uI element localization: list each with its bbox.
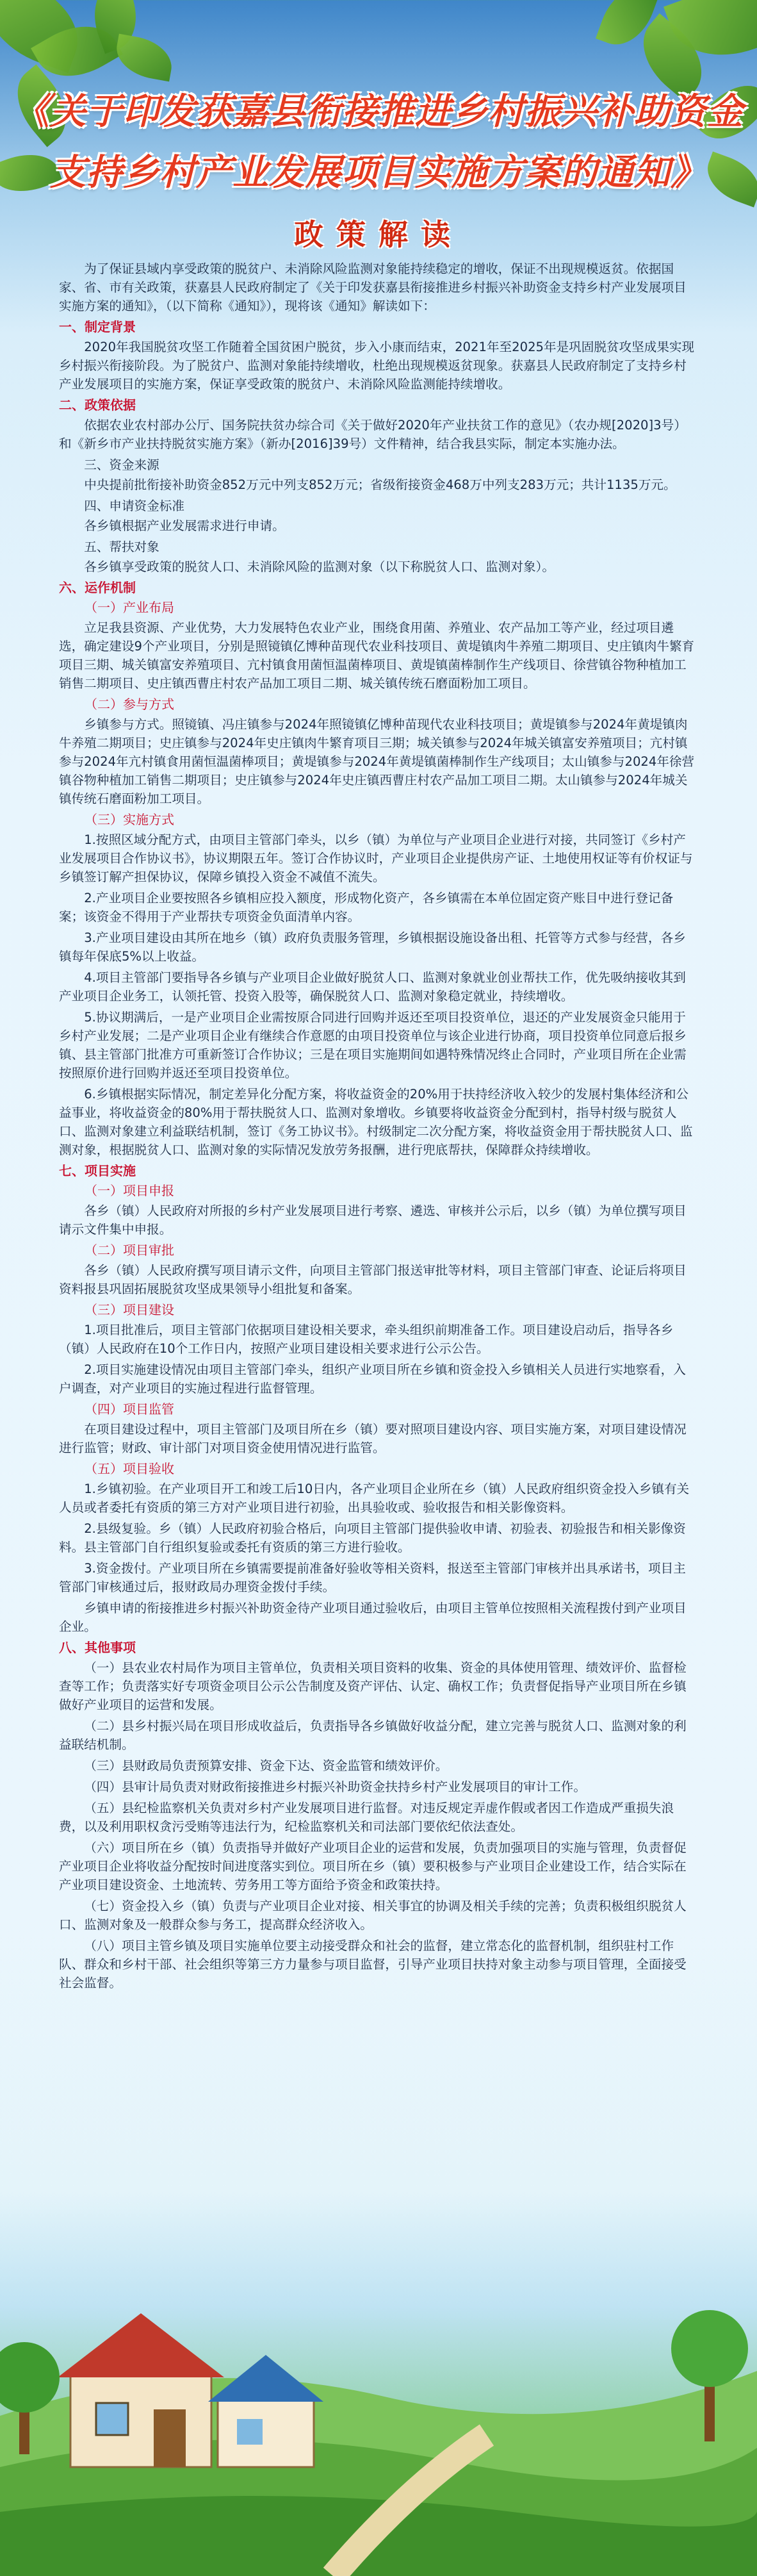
paragraph-acceptance-4: 乡镇申请的衔接推进乡村振兴补助资金待产业项目通过验收后，由项目主管单位按照相关流程拨付到产业项目企业。 bbox=[59, 1601, 687, 1634]
subheading-acceptance: （五）项目验收 bbox=[85, 1461, 174, 1476]
house-icon bbox=[208, 2355, 323, 2467]
paragraph-impl-4: 4.项目主管部门要指导各乡镇与产业项目企业做好脱贫人口、监测对象就业创业帮扶工作，优先吸纳接收其到产业项目企业务工，认领托管、投资入股等，确保脱贫人口、监测对象稳定就业，持续增收。 bbox=[59, 970, 686, 1003]
paragraph-beneficiaries: 各乡镇享受政策的脱贫人口、未消除风险的监测对象（以下称脱贫人口、监测对象）。 bbox=[84, 559, 555, 574]
village-illustration bbox=[0, 2204, 757, 2576]
subtitle: 政策解读 bbox=[294, 217, 463, 252]
title-line-1: 《关于印发获嘉县衔接推进乡村振兴补助资金 bbox=[13, 91, 744, 133]
paragraph-other-6: （六）项目所在乡（镇）负责指导并做好产业项目企业的运营和发展，负责加强项目的实施与管理，负责督促产业项目企业将收益分配按时间进度落实到位。项目所在乡（镇）要积极参与产业项目企业建设工作，结合实际在产业项目建设资金、土地流转、劳务用工等方面给予资金和政策扶持。 bbox=[59, 1840, 687, 1892]
section-heading-beneficiaries: 五、帮扶对象 bbox=[84, 540, 159, 554]
paragraph-other-2: （二）县乡村振兴局在项目形成收益后，负责指导各乡镇做好收益分配，建立完善与脱贫人口、监测对象的利益联结机制。 bbox=[59, 1719, 687, 1752]
paragraph-construction-1: 1.项目批准后，项目主管部门依据项目建设相关要求，牵头组织前期准备工作。项目建设启动后，指导各乡（镇）人民政府在10个工作日内，按照产业项目建设相关要求进行公示公告。 bbox=[59, 1323, 674, 1356]
paragraph-basis: 依据农业农村部办公厅、国务院扶贫办综合司《关于做好2020年产业扶贫工作的意见》（农办规[2020]3号）和《新乡市产业扶持脱贫实施方案》（新办[2016]39号）文件精神，结合我县实际，制定本实施办法。 bbox=[59, 418, 687, 451]
paragraph-layout: 立足我县资源、产业优势，大力发展特色农业产业，围绕食用菌、养殖业、农产品加工等产业，经过项目遴选，确定建设9个产业项目，分别是照镜镇亿博种苗现代农业科技项目、黄堤镇肉牛养殖二期项目、史庄镇肉牛繁育项目三期、城关镇富安养殖项目、亢村镇食用菌恒温菌棒项目、黄堤镇菌棒制作生产线项目、徐营镇谷物种植加工销售二期项目、史庄镇西曹庄村农产品加工项目二期、城关镇传统石磨面粉加工项目。 bbox=[59, 620, 695, 691]
paragraph-impl-3: 3.产业项目建设由其所在地乡（镇）政府负责服务管理，乡镇根据设施设备出租、托管等方式参与经营，各乡镇每年保底5%以上收益。 bbox=[59, 930, 686, 964]
paragraph-other-3: （三）县财政局负责预算安排、资金下达、资金监管和绩效评价。 bbox=[84, 1758, 448, 1773]
paragraph-impl-2: 2.产业项目企业要按照各乡镇相应投入额度，形成物化资产，各乡镇需在本单位固定资产账目中进行登记备案；该资金不得用于产业帮扶专项资金负面清单内容。 bbox=[59, 891, 674, 924]
paragraph-impl-6: 6.乡镇根据实际情况，制定差异化分配方案，将收益资金的20%用于扶持经济收入较少的发展村集体经济和公益事业，将收益资金的80%用于帮扶脱贫人口、监测对象增收。乡镇要将收益资金分配到村，指导村级与脱贫人口、监测对象建立利益联结机制，签订《务工协议书》。村级制定二次分配方案，将收益资金用于帮扶脱贫人口、监测对象，根据脱贫人口、监测对象的实际情况发放劳务报酬，进行兜底帮扶，保障群众持续增收。 bbox=[59, 1087, 693, 1157]
house-icon bbox=[58, 2313, 224, 2467]
paragraph-other-7: （七）资金投入乡（镇）负责与产业项目企业对接、相关事宜的协调及相关手续的完善；负责积极组织脱贫人口、监测对象及一般群众参与务工，提高群众经济收入。 bbox=[59, 1899, 687, 1932]
subheading-participation: （二）参与方式 bbox=[85, 697, 174, 712]
paragraph-standard: 各乡镇根据产业发展需求进行申请。 bbox=[84, 518, 285, 533]
paragraph-acceptance-3: 3.资金拨付。产业项目所在乡镇需要提前准备好验收等相关资料，报送至主管部门审核并出具承诺书，项目主管部门审核通过后，报财政局办理资金拨付手续。 bbox=[59, 1561, 686, 1594]
section-heading-project: 七、项目实施 bbox=[59, 1163, 136, 1178]
subheading-construction: （三）项目建设 bbox=[85, 1302, 174, 1317]
title-line-2: 支持乡村产业发展项目实施方案的通知》 bbox=[50, 152, 707, 194]
section-heading-other: 八、其他事项 bbox=[59, 1640, 136, 1655]
intro-paragraph: 为了保证县域内享受政策的脱贫户、未消除风险监测对象能持续稳定的增收，保证不出现规模返贫。依据国家、省、市有关政策，获嘉县人民政府制定了《关于印发获嘉县衔接推进乡村振兴补助资金支持乡村产业发展项目实施方案的通知》，（以下简称《通知》），现将该《通知》解读如下： bbox=[59, 261, 687, 313]
subheading-supervision: （四）项目监管 bbox=[85, 1401, 174, 1417]
paragraph-impl-1: 1.按照区域分配方式，由项目主管部门牵头，以乡（镇）为单位与产业项目企业进行对接，共同签订《乡村产业发展项目合作协议书》，协议期限五年。签订合作协议时，产业项目企业提供房产证、土地使用权证等有价权证与乡镇签订解产担保协议，保障乡镇投入资金不减值不流失。 bbox=[59, 832, 693, 884]
section-heading-mechanism: 六、运作机制 bbox=[59, 580, 136, 595]
paragraph-other-1: （一）县农业农村局作为项目主管单位，负责相关项目资料的收集、资金的具体使用管理、绩效评价、监督检查等工作；负责落实好专项资金项目公示公告制度及资产评估、认定、确权工作；负责督促指导产业项目所在乡镇做好产业项目的运营和发展。 bbox=[59, 1660, 687, 1712]
paragraph-other-4: （四）县审计局负责对财政衔接推进乡村振兴补助资金扶持乡村产业发展项目的审计工作。 bbox=[84, 1779, 586, 1794]
paragraph-application: 各乡（镇）人民政府对所报的乡村产业发展项目进行考察、遴选、审核并公示后，以乡（镇）为单位撰写项目请示文件集中申报。 bbox=[59, 1203, 687, 1237]
section-heading-background: 一、制定背景 bbox=[59, 319, 136, 334]
section-heading-standard: 四、申请资金标准 bbox=[84, 499, 184, 513]
section-heading-funding: 三、资金来源 bbox=[84, 458, 159, 472]
paragraph-supervision: 在项目建设过程中，项目主管部门及项目所在乡（镇）要对照项目建设内容、项目实施方案，对项目建设情况进行监管；财政、审计部门对项目资金使用情况进行监管。 bbox=[59, 1422, 687, 1455]
paragraph-approval: 各乡（镇）人民政府撰写项目请示文件，向项目主管部门报送审批等材料，项目主管部门审查、论证后将项目资料报县巩固拓展脱贫攻坚成果领导小组批复和备案。 bbox=[59, 1263, 687, 1296]
paragraph-participation: 乡镇参与方式。照镜镇、冯庄镇参与2024年照镜镇亿博种苗现代农业科技项目；黄堤镇参与2024年黄堤镇肉牛养殖二期项目；史庄镇参与2024年史庄镇肉牛繁育项目三期；城关镇参与2024年城关镇富安养殖项目；亢村镇参与2024年亢村镇食用菌恒温菌棒项目；黄堤镇参与2024年黄堤镇菌棒制作生产线项目；太山镇参与2024年徐营镇谷物种植加工销售二期项目；史庄镇参与2024年史庄镇西曹庄村农产品加工项目二期。太山镇参与2024年城关镇传统石磨面粉加工项目。 bbox=[59, 717, 695, 806]
subheading-layout: （一）产业布局 bbox=[85, 600, 174, 615]
paragraph-other-8: （八）项目主管乡镇及项目实施单位要主动接受群众和社会的监督，建立常态化的监督机制，组织驻村工作队、群众和乡村干部、社会组织等第三方力量参与项目监督，引导产业项目扶持对象主动参与项目管理，全面接受社会监督。 bbox=[59, 1938, 687, 1990]
paragraph-background: 2020年我国脱贫攻坚工作随着全国贫困户脱贫，步入小康而结束，2021年至2025年是巩固脱贫攻坚成果实现乡村振兴衔接阶段。为了脱贫户、监测对象能持续增收，杜绝出现规模返贫现象。获嘉县人民政府制定了支持乡村产业发展项目的实施方案，保证享受政策的脱贫户、未消除风险监测能持续增收。 bbox=[59, 340, 695, 392]
section-heading-basis: 二、政策依据 bbox=[59, 397, 136, 413]
paragraph-other-5: （五）县纪检监察机关负责对乡村产业发展项目进行监督。对违反规定弄虚作假或者因工作造成严重损失浪费，以及利用职权贪污受贿等违法行为，纪检监察机关和司法部门要依纪依法查处。 bbox=[59, 1801, 674, 1834]
document-body bbox=[59, 260, 698, 1995]
paragraph-funding: 中央提前批衔接补助资金852万元中列支852万元；省级衔接资金468万中列支283万元；共计1135万元。 bbox=[84, 477, 676, 492]
subheading-implementation: （三）实施方式 bbox=[85, 812, 174, 827]
paragraph-acceptance-2: 2.县级复验。乡（镇）人民政府初验合格后，向项目主管部门提供验收申请、初验表、初验报告和相关影像资料。县主管部门自行组织复验或委托有资质的第三方进行验收。 bbox=[59, 1521, 686, 1555]
paragraph-construction-2: 2.项目实施建设情况由项目主管部门牵头，组织产业项目所在乡镇和资金投入乡镇相关人员进行实地察看，入户调查，对产业项目的实施过程进行监督管理。 bbox=[59, 1362, 686, 1396]
paragraph-impl-5: 5.协议期满后，一是产业项目企业需按原合同进行回购并返还至项目投资单位，退还的产业发展资金只能用于乡村产业发展；二是产业项目企业有继续合作意愿的由项目投资单位与该企业进行协商，项目投资单位同意后报乡镇、县主管部门批准方可重新签订合作协议；三是在项目实施期间如遇特殊情况终止合同时，产业项目所在企业需按照原价进行回购并返还至项目投资单位。 bbox=[59, 1010, 687, 1080]
subheading-approval: （二）项目审批 bbox=[85, 1243, 174, 1258]
paragraph-acceptance-1: 1.乡镇初验。在产业项目开工和竣工后10日内，各产业项目企业所在乡（镇）人民政府组织资金投入乡镇有关人员或者委托有资质的第三方对产业项目进行初验，出具验收或、验收报告和相关影像资料。 bbox=[59, 1482, 690, 1515]
subheading-application: （一）项目申报 bbox=[85, 1183, 174, 1198]
